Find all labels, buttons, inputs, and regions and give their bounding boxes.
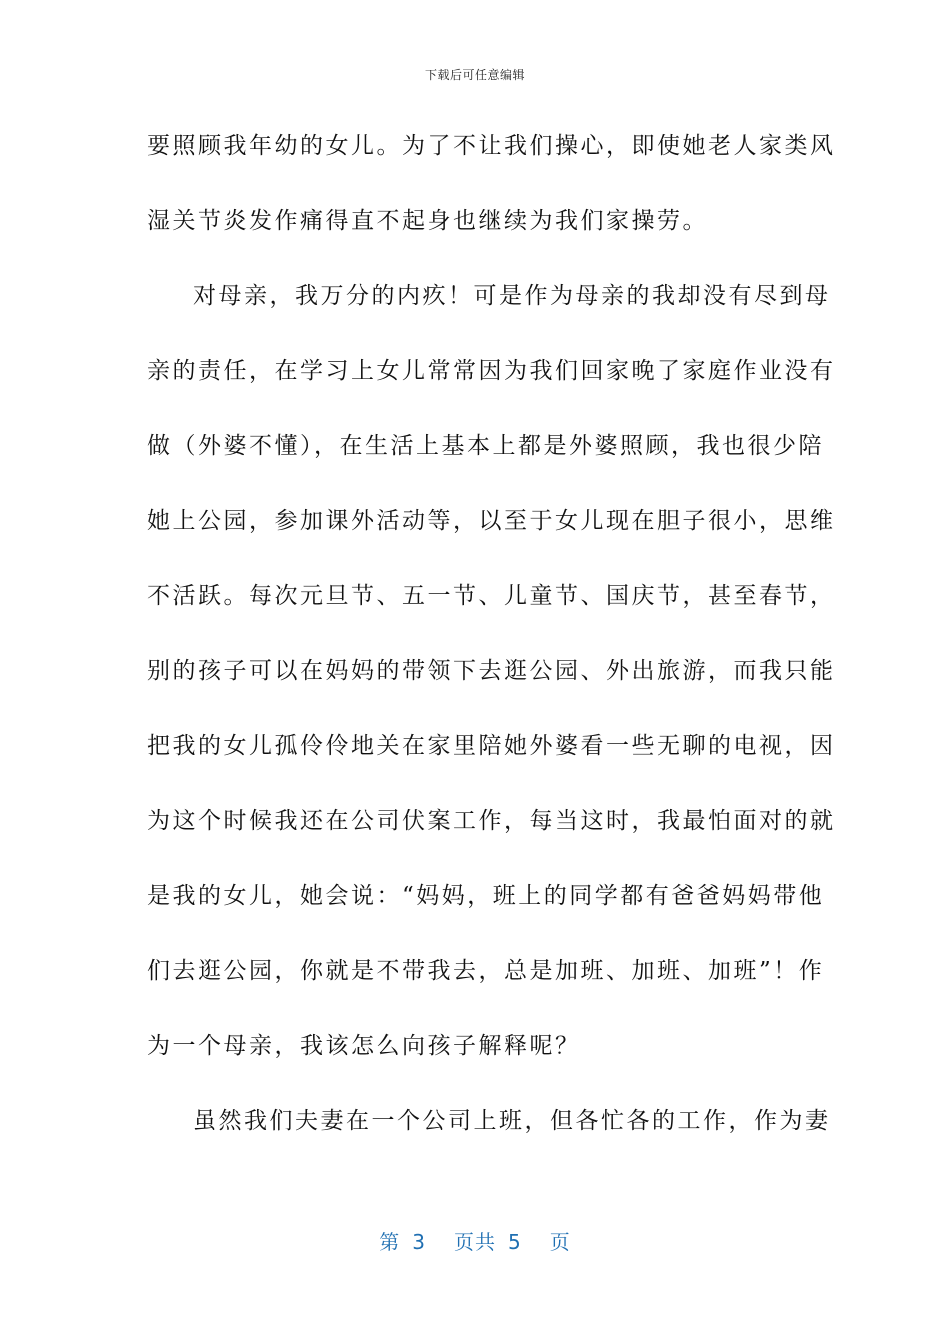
body-line-4: 亲的责任，在学习上女儿常常因为我们回家晚了家庭作业没有 [147, 358, 836, 384]
footer-prefix: 第 [379, 1230, 401, 1254]
body-line-9: 把我的女儿孤伶伶地关在家里陪她外婆看一些无聊的电视，因 [147, 733, 836, 759]
body-line-11: 是我的女儿，她会说：“妈妈，班上的同学都有爸爸妈妈带他 [147, 883, 825, 909]
body-line-14: 虽然我们夫妻在一个公司上班，但各忙各的工作，作为妻 [193, 1108, 831, 1134]
body-line-13: 为一个母亲，我该怎么向孩子解释呢？ [147, 1033, 581, 1059]
body-line-6: 她上公园，参加课外活动等，以至于女儿现在胆子很小，思维 [147, 508, 836, 534]
body-line-8: 别的孩子可以在妈妈的带领下去逛公园、外出旅游，而我只能 [147, 658, 836, 684]
footer-current-page: 3 [412, 1230, 426, 1254]
page-footer [0, 1226, 950, 1255]
footer-suffix: 页 [549, 1230, 571, 1254]
footer-total-pages: 5 [508, 1230, 522, 1254]
body-line-12: 们去逛公园，你就是不带我去，总是加班、加班、加班”！作 [147, 958, 825, 984]
body-line-7: 不活跃。每次元旦节、五一节、儿童节、国庆节，甚至春节， [147, 583, 836, 609]
body-line-5: 做（外婆不懂），在生活上基本上都是外婆照顾，我也很少陪 [147, 433, 824, 459]
body-line-1: 要照顾我年幼的女儿。为了不让我们操心，即使她老人家类风 [147, 133, 836, 159]
footer-middle: 页共 [454, 1230, 496, 1254]
body-line-3: 对母亲，我万分的内疚！可是作为母亲的我却没有尽到母 [193, 283, 831, 309]
body-line-10: 为这个时候我还在公司伏案工作，每当这时，我最怕面对的就 [147, 808, 836, 834]
header-note: 下载后可任意编辑 [424, 68, 525, 82]
body-line-2: 湿关节炎发作痛得直不起身也继续为我们家操劳。 [147, 208, 708, 234]
